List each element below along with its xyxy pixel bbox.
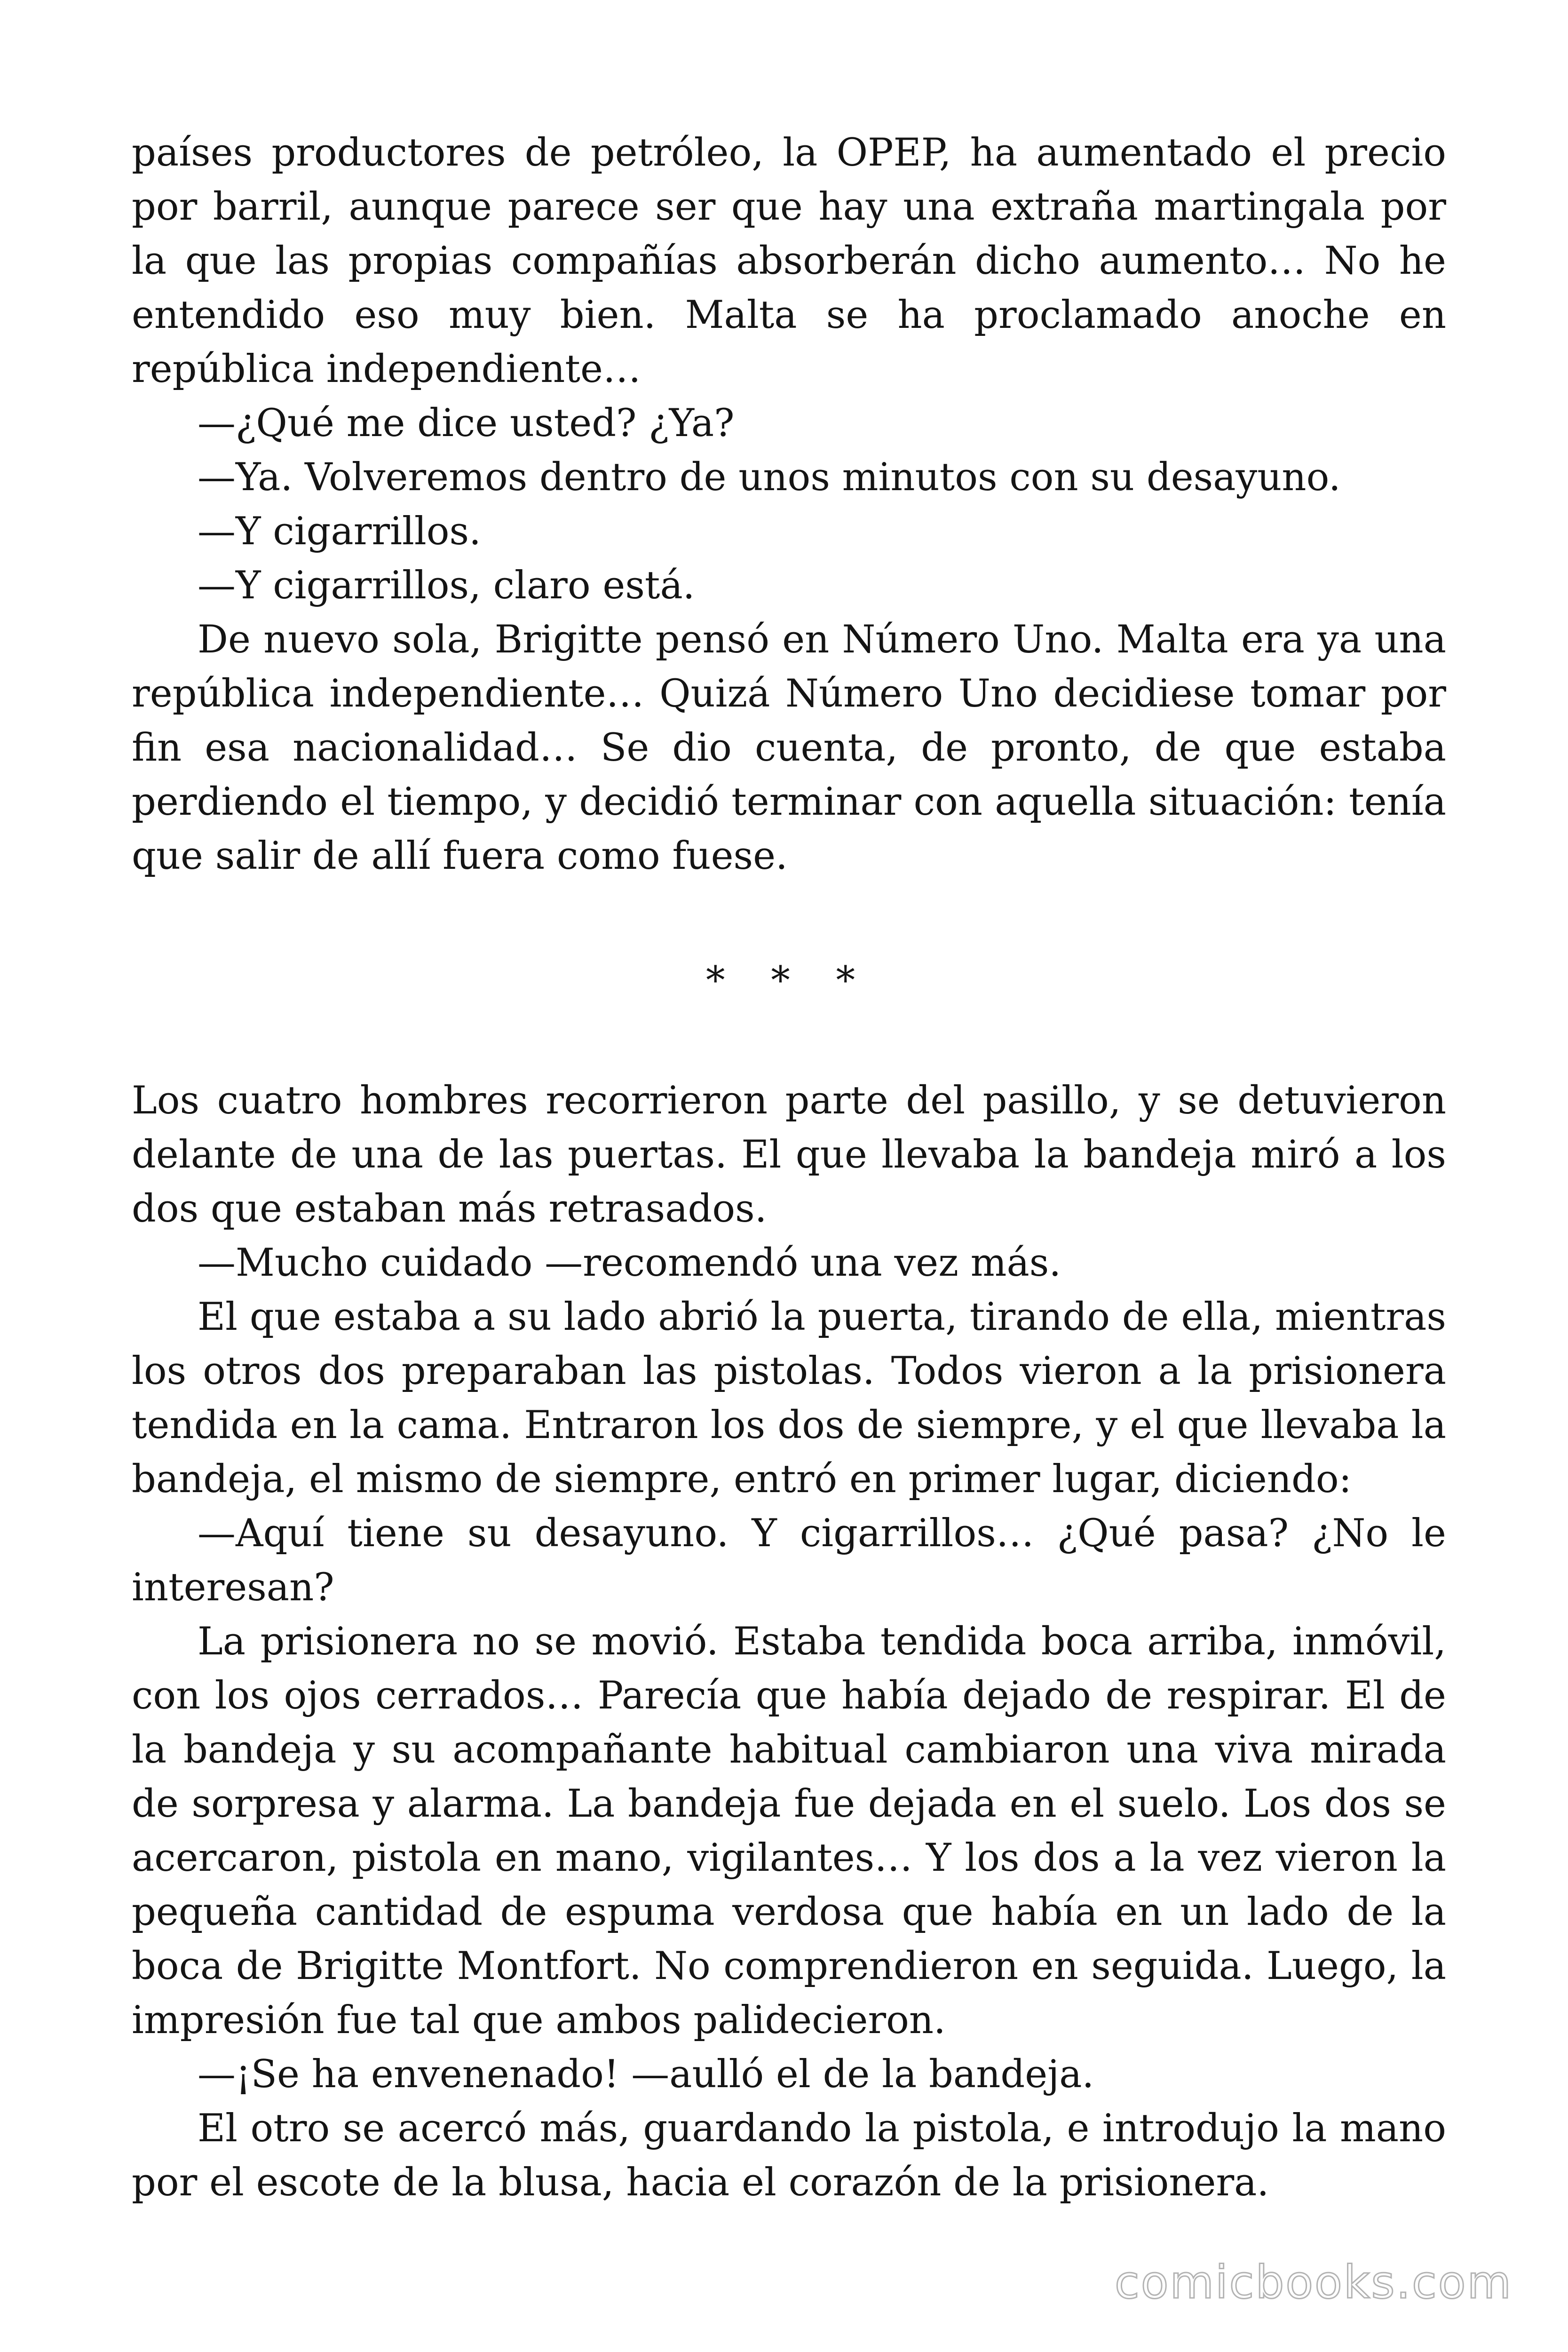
paragraph: La prisionera no se movió. Estaba tendida boca arriba, inmóvil, con los ojos cerrados… Parecía que había dejado de respirar. El de la bandeja y su acompañante habitual cambiaron una viva mirada de sorpresa y alarma. La bandeja fue dejada en el suelo. Los dos se acercaron, pistola en mano, vigilantes… Y los dos a la vez vieron la pequeña cantidad de espuma verdosa que había en un lado de la boca de Brigitte Montfort. No comprendieron en seguida. Luego, la impresión fue tal que ambos palidecieron. xyxy=(132,1620,1446,2042)
dialogue-line: —¡Se ha envenenado! —aulló el de la bandeja. xyxy=(198,2052,1094,2097)
page-body xyxy=(132,126,1446,2210)
dialogue-line: —Mucho cuidado —recomendó una vez más. xyxy=(198,1241,1061,1285)
text-section-top xyxy=(132,126,1446,883)
section-separator: * * * xyxy=(706,959,872,1003)
paragraph: El que estaba a su lado abrió la puerta, tirando de ella, mientras los otros dos preparaban las pistolas. Todos vieron a la prisionera tendida en la cama. Entraron los dos de siempre, y el que llevaba la bandeja, el mismo de siempre, entró en primer lugar, diciendo: xyxy=(132,1295,1446,1502)
paragraph: De nuevo sola, Brigitte pensó en Número Uno. Malta era ya una república independiente… Quizá Número Uno decidiese tomar por fin esa nacionalidad… Se dio cuenta, de pronto, de que estaba perdiendo el tiempo, y decidió terminar con aquella situación: tenía que salir de allí fuera como fuese. xyxy=(132,618,1446,878)
paragraph: El otro se acercó más, guardando la pistola, e introdujo la mano por el escote de la blusa, hacia el corazón de la prisionera. xyxy=(132,2106,1446,2205)
paragraph: países productores de petróleo, la OPEP, ha aumentado el precio por barril, aunque parece ser que hay una extraña martingala por la que las propias compañías absorberán dicho aumento… No he entendido eso muy bien. Malta se ha proclamado anoche en república independiente… xyxy=(132,131,1446,391)
dialogue-line: —Aquí tiene su desayuno. Y cigarrillos… ¿Qué pasa? ¿No le interesan? xyxy=(132,1511,1446,1610)
watermark: comicbooks.com xyxy=(1114,2256,1513,2309)
dialogue-line: —Y cigarrillos. xyxy=(198,509,481,554)
dialogue-line: —Ya. Volveremos dentro de unos minutos con su desayuno. xyxy=(198,455,1341,500)
paragraph: Los cuatro hombres recorrieron parte del pasillo, y se detuvieron delante de una de las puertas. El que llevaba la bandeja miró a los dos que estaban más retrasados. xyxy=(132,1079,1446,1231)
dialogue-line: —Y cigarrillos, claro está. xyxy=(198,564,695,608)
dialogue-line: —¿Qué me dice usted? ¿Ya? xyxy=(198,401,735,445)
text-section-bottom xyxy=(132,1074,1446,2210)
